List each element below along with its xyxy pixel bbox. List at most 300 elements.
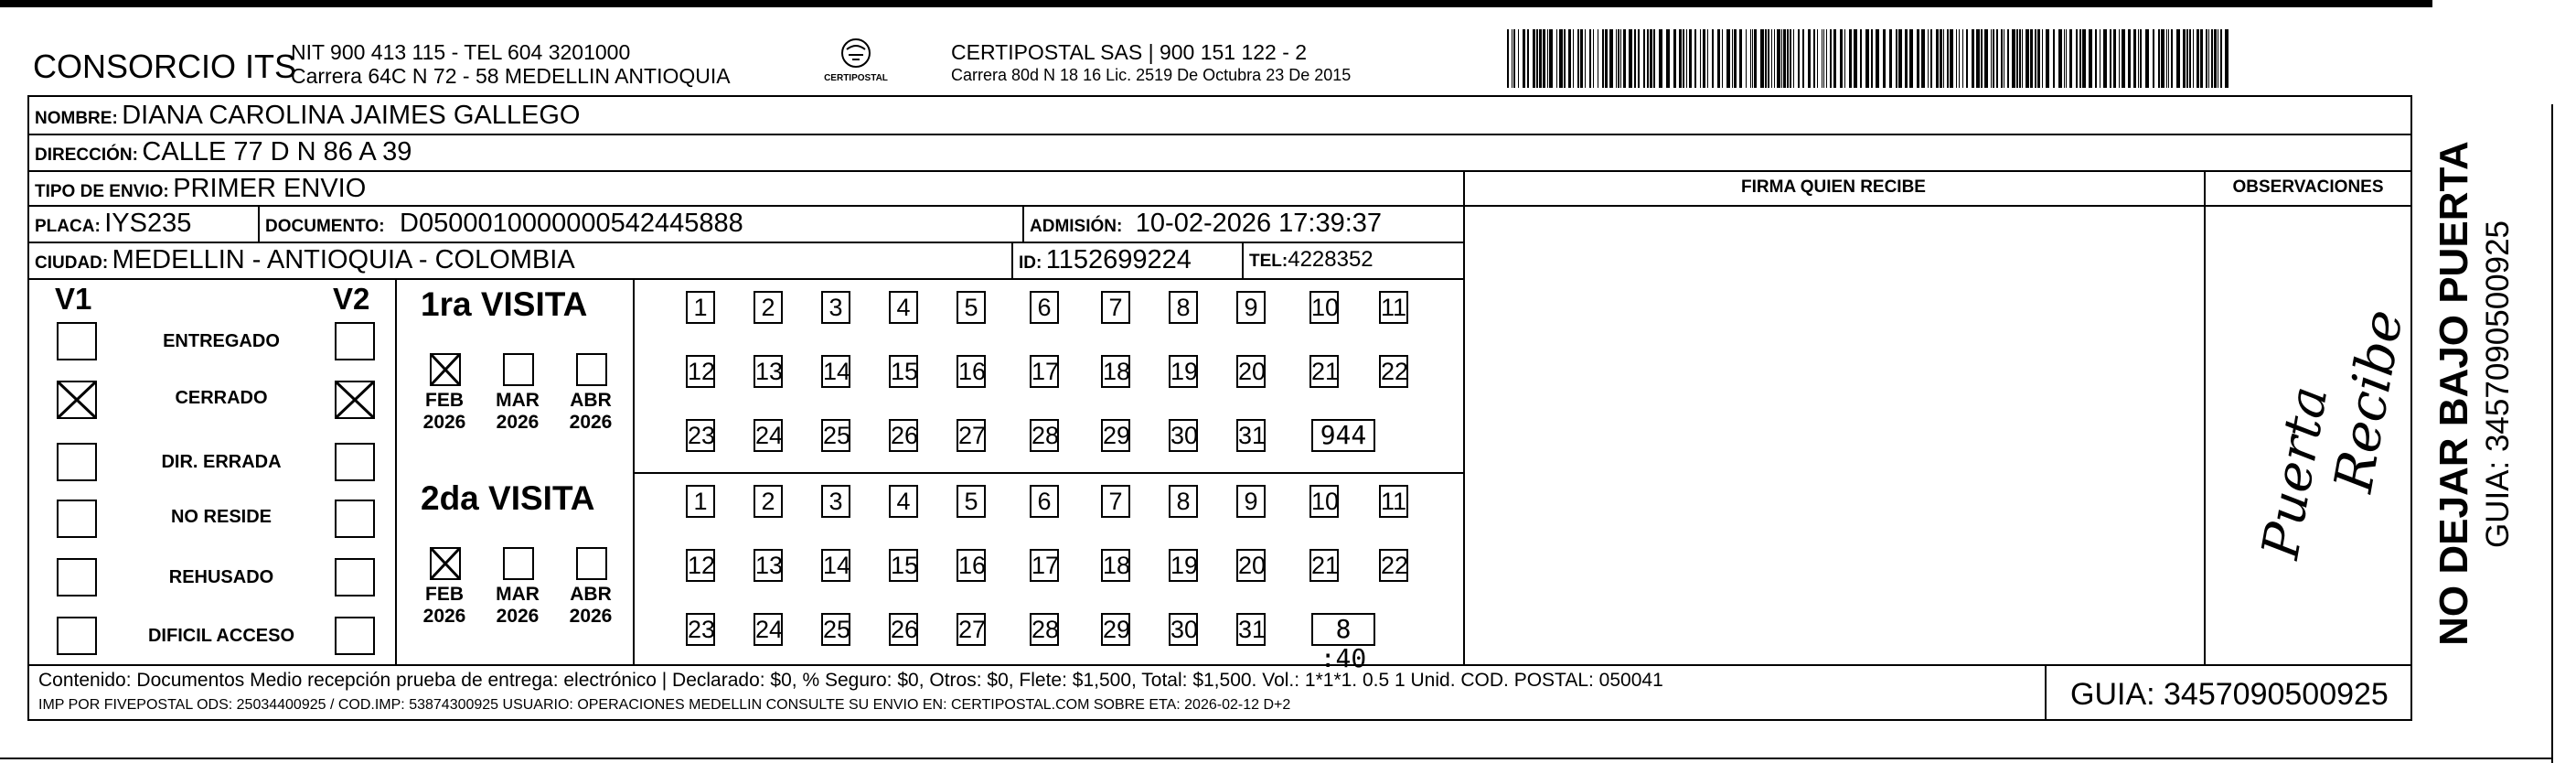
barcode-bar [1507,29,1509,88]
barcode-bar [1808,29,1811,88]
barcode-bar [1703,29,1705,88]
barcode-bar [1683,29,1684,88]
header-company-line2: Carrera 64C N 72 - 58 MEDELLIN ANTIOQUIA [291,64,731,88]
barcode-bar [1679,29,1682,88]
handwritten-puerta: Puerta [2250,382,2340,564]
barcode-bar [1771,29,1772,88]
barcode-bar [1616,29,1617,88]
day-box[interactable]: 2 [754,485,783,518]
barcode-bar [1653,29,1655,88]
ciudad-cell [35,245,575,275]
month-name: FEB [425,584,464,605]
barcode-bar [2168,29,2169,88]
day-box[interactable]: 29 [1101,613,1130,646]
month-label [492,390,543,434]
barcode-bar [2066,29,2067,88]
day-box[interactable]: 7 [1101,291,1130,324]
barcode-bar [2200,29,2203,88]
barcode-bar [1609,29,1613,88]
barcode-bar [1726,29,1730,88]
day-box[interactable]: 12 [686,355,715,388]
barcode-bar [2158,29,2160,88]
day-box[interactable]: 31 [1236,419,1266,452]
day-box[interactable]: 4 [889,291,918,324]
day-box[interactable]: 22 [1379,355,1408,388]
barcode-bar [1950,29,1953,88]
month-checkbox[interactable] [503,547,534,580]
barcode-bar [1777,29,1780,88]
certipostal-logo [824,33,888,88]
barcode-bar [2012,29,2015,88]
footer-line2: IMP POR FIVEPOSTAL ODS: 25034400925 / COD.IMP: 53874300925 USUARIO: OPERACIONES MEDELLIN CONSULTE SU ENVIO EN: CERTIPOSTAL.COM SOBRE ETA: 2026-02-12 D+2 [38,697,1291,713]
barcode-bar [1760,29,1764,88]
barcode-bar [1996,29,1998,88]
barcode-bar [2225,29,2229,88]
header-certi-line2: Carrera 80d N 18 16 Lic. 2519 De Octubra 23 De 2015 [951,66,1352,84]
barcode-bar [1547,29,1548,88]
barcode-bar [2197,29,2199,88]
month-name: MAR [496,390,540,411]
barcode-bar [1849,29,1852,88]
day-box[interactable]: 2 [754,291,783,324]
barcode-bar [1659,29,1662,88]
barcode-bar [2189,29,2191,88]
barcode-bar [2082,29,2086,88]
barcode-bar [2103,29,2107,88]
barcode-bar [1518,29,1519,88]
barcode-bar [2183,29,2186,88]
barcode-bar [1638,29,1640,88]
barcode-bar [1833,29,1836,88]
day-box[interactable]: 16 [957,355,986,388]
tipo-envio-label: TIPO DE ENVIO: [35,182,169,201]
barcode-bar [1673,29,1676,88]
day-box[interactable]: 10 [1309,291,1339,324]
day-box[interactable]: 3 [821,291,850,324]
status-option-label: CERRADO [175,388,268,408]
barcode-bar [2122,29,2125,88]
tipo-envio-value: PRIMER ENVIO [173,174,367,203]
barcode-bar [1909,29,1913,88]
barcode-bar [1618,29,1619,88]
barcode-bar [1993,29,1994,88]
barcode-bar [2058,29,2062,88]
day-box[interactable]: 24 [754,613,783,646]
admision-cell [1030,209,1382,239]
day-box[interactable]: 17 [1030,355,1059,388]
footer-line1: Contenido: Documentos Medio recepción prueba de entrega: electrónico | Declarado: $0, % Seguro: $0, Otros: $0, Flete: $1,500, Total: $1,500. Vol.: 1*1*1. 0.5 1 Unid. COD. POSTAL: 050041 [38,670,1663,691]
day-box[interactable]: 20 [1236,355,1266,388]
barcode-bar [1629,29,1632,88]
v1-checkbox[interactable] [57,322,97,360]
side-guia: GUIA: 3457090500925 [2480,220,2516,549]
barcode-bar [2161,29,2164,88]
barcode-bar [1959,29,1960,88]
month-year: 2026 [569,412,613,433]
day-box[interactable]: 16 [957,549,986,582]
barcode-bar [1689,29,1692,88]
barcode-bar [1844,29,1845,88]
footer-guia: GUIA: 3457090500925 [2070,677,2389,712]
day-box[interactable]: 29 [1101,419,1130,452]
barcode [1507,29,2229,88]
barcode-bar [1707,29,1708,88]
barcode-bar [2113,29,2116,88]
barcode-bar [1793,29,1794,88]
month-checkbox[interactable] [503,353,534,386]
barcode-bar [1871,29,1873,88]
day-box[interactable]: 19 [1169,355,1198,388]
barcode-bar [2145,29,2149,88]
day-box[interactable]: 6 [1030,485,1059,518]
barcode-bar [1712,29,1714,88]
barcode-bar [1573,29,1574,88]
barcode-bar [1917,29,1919,88]
day-box[interactable]: 31 [1236,613,1266,646]
barcode-bar [1896,29,1897,88]
barcode-bar [2214,29,2217,88]
barcode-bar [1956,29,1957,88]
barcode-bar [1700,29,1701,88]
day-box[interactable]: 9 [1236,291,1266,324]
month-checkbox[interactable] [576,353,607,386]
status-option-label: REHUSADO [168,567,274,587]
direccion-value: CALLE 77 D N 86 A 39 [142,137,412,167]
nombre-value: DIANA CAROLINA JAIMES GALLEGO [122,101,581,130]
barcode-bar [2206,29,2207,88]
day-box[interactable]: 27 [957,419,986,452]
status-option-label: ENTREGADO [163,331,280,351]
nombre-label: NOMBRE: [35,109,118,128]
month-name: MAR [496,584,540,605]
barcode-bar [1602,29,1604,88]
day-box[interactable]: 25 [821,419,850,452]
day-box[interactable]: 22 [1379,549,1408,582]
day-box[interactable]: 5 [957,485,986,518]
barcode-bar [2001,29,2003,88]
barcode-bar [1556,29,1557,88]
barcode-bar [1643,29,1645,88]
direccion-row [35,137,412,167]
barcode-bar [1889,29,1892,88]
barcode-bar [2211,29,2213,88]
day-box[interactable]: 12 [686,549,715,582]
month-label [419,584,470,628]
barcode-bar [1905,29,1908,88]
barcode-bar [1739,29,1742,88]
barcode-bar [1752,29,1753,88]
month-year: 2026 [422,412,466,433]
v1-checkbox[interactable] [57,443,97,481]
day-box[interactable]: 28 [1030,419,1059,452]
day-box[interactable]: 15 [889,549,918,582]
barcode-bar [1647,29,1649,88]
barcode-bar [1981,29,1983,88]
barcode-bar [1783,29,1786,88]
barcode-bar [1568,29,1571,88]
documento-value: D0500010000000542445888 [400,209,743,238]
day-box[interactable]: 14 [821,355,850,388]
status-option-label: NO RESIDE [170,507,273,527]
barcode-bar [2089,29,2092,88]
barcode-bar [1513,29,1515,88]
barcode-bar [1787,29,1789,88]
barcode-bar [2128,29,2131,88]
day-box[interactable]: 9 [1236,485,1266,518]
v2-checkbox[interactable] [335,500,375,538]
barcode-bar [1768,29,1769,88]
id-value: 1152699224 [1045,245,1192,274]
barcode-bar [1623,29,1626,88]
day-box[interactable]: 27 [957,613,986,646]
day-box[interactable]: 13 [754,549,783,582]
barcode-bar [2079,29,2081,88]
status-option-label: DIFICIL ACCESO [147,626,294,646]
barcode-bar [1976,29,1980,88]
month-checkbox[interactable] [576,547,607,580]
tipo-envio-row [35,174,366,204]
month-year: 2026 [569,606,613,627]
handwritten-box: 944 [1311,419,1375,452]
barcode-bar [1898,29,1902,88]
day-box[interactable]: 19 [1169,549,1198,582]
barcode-bar [1634,29,1636,88]
barcode-bar [1962,29,1963,88]
v1-checkbox[interactable] [57,500,97,538]
barcode-bar [1921,29,1925,88]
barcode-bar [1559,29,1563,88]
barcode-bar [1940,29,1942,88]
header-company: CONSORCIO ITS [33,48,297,85]
barcode-bar [2133,29,2136,88]
nombre-row [35,101,580,131]
month-label [492,584,543,628]
month-year: 2026 [496,412,540,433]
barcode-bar [2193,29,2194,88]
barcode-bar [1790,29,1791,88]
tel-label: TEL: [1249,252,1288,271]
handwritten-recibe: Recibe [2322,305,2415,497]
barcode-bar [2030,29,2033,88]
barcode-bar [1549,29,1553,88]
barcode-bar [1589,29,1591,88]
day-box[interactable]: 8 [1169,291,1198,324]
barcode-bar [1802,29,1804,88]
barcode-bar [1593,29,1594,88]
barcode-bar [1830,29,1832,88]
top-border-bar [0,0,2432,7]
day-box[interactable]: 4 [889,485,918,518]
month-label [565,584,616,628]
v1-checkbox[interactable] [57,381,97,419]
barcode-bar [1605,29,1608,88]
day-box[interactable]: 13 [754,355,783,388]
barcode-bar [1734,29,1737,88]
barcode-bar [2176,29,2180,88]
check-mark-icon [430,547,461,580]
id-label: ID: [1019,253,1042,273]
day-box[interactable]: 10 [1309,485,1339,518]
barcode-bar [1930,29,1932,88]
barcode-bar [1972,29,1974,88]
tel-cell [1249,247,1374,273]
barcode-bar [1577,29,1579,88]
barcode-bar [2171,29,2173,88]
check-mark-icon [335,381,375,419]
barcode-bar [2076,29,2078,88]
barcode-bar [2166,29,2167,88]
placa-value: IYS235 [104,209,192,238]
v2-checkbox[interactable] [335,558,375,596]
month-checkbox[interactable] [430,353,461,386]
month-year: 2026 [496,606,540,627]
barcode-bar [1686,29,1687,88]
day-box[interactable]: 6 [1030,291,1059,324]
direccion-label: DIRECCIÓN: [35,145,138,165]
day-box[interactable]: 23 [686,419,715,452]
check-mark-icon [430,353,461,386]
v2-checkbox[interactable] [335,322,375,360]
barcode-bar [2007,29,2009,88]
day-box[interactable]: 14 [821,549,850,582]
barcode-bar [1774,29,1775,88]
barcode-bar [2110,29,2111,88]
page-edge-right [2551,104,2553,763]
day-box[interactable]: 5 [957,291,986,324]
month-checkbox[interactable] [430,547,461,580]
day-box[interactable]: 7 [1101,485,1130,518]
documento-cell [265,209,743,239]
barcode-bar [2140,29,2142,88]
barcode-bar [2026,29,2029,88]
barcode-bar [2153,29,2154,88]
id-cell [1019,245,1192,275]
barcode-bar [2220,29,2222,88]
month-name: FEB [425,390,464,411]
day-box[interactable]: 28 [1030,613,1059,646]
placa-label: PLACA: [35,217,101,236]
barcode-bar [1991,29,1992,88]
barcode-bar [1533,29,1535,88]
placa-cell [35,209,191,239]
barcode-bar [1817,29,1818,88]
barcode-bar [1765,29,1767,88]
header-certi-line1: CERTIPOSTAL SAS | 900 151 122 - 2 [951,40,1308,64]
v2-header: V2 [333,282,370,316]
day-box[interactable]: 30 [1169,613,1198,646]
day-box[interactable]: 23 [686,613,715,646]
v1-checkbox[interactable] [57,558,97,596]
v2-checkbox[interactable] [335,381,375,419]
barcode-bar [2035,29,2036,88]
page-edge-bottom [0,758,2553,759]
barcode-bar [1943,29,1944,88]
month-name: ABR [570,390,612,411]
ciudad-value: MEDELLIN - ANTIOQUIA - COLOMBIA [112,245,575,274]
admision-value: 10-02-2026 17:39:37 [1135,209,1383,238]
month-name: ABR [570,584,612,605]
day-box[interactable]: 26 [889,419,918,452]
v1-checkbox[interactable] [57,617,97,655]
day-box[interactable]: 11 [1379,291,1408,324]
day-box[interactable]: 3 [821,485,850,518]
day-box[interactable]: 18 [1101,355,1130,388]
barcode-bar [1947,29,1949,88]
barcode-bar [2022,29,2023,88]
barcode-bar [2119,29,2120,88]
barcode-bar [1722,29,1723,88]
day-box[interactable]: 26 [889,613,918,646]
barcode-bar [1840,29,1843,88]
barcode-bar [1536,29,1538,88]
barcode-bar [2046,29,2049,88]
header-company-line1: NIT 900 413 115 - TEL 604 3201000 [291,40,631,64]
day-box[interactable]: 20 [1236,549,1266,582]
barcode-bar [2095,29,2097,88]
day-box[interactable]: 30 [1169,419,1198,452]
barcode-bar [1984,29,1988,88]
day-box[interactable]: 11 [1379,485,1408,518]
barcode-bar [1750,29,1751,88]
v2-checkbox[interactable] [335,617,375,655]
logo-caption: CERTIPOSTAL [824,73,888,83]
tel-value: 4228352 [1288,247,1374,272]
day-box[interactable]: 1 [686,485,715,518]
barcode-bar [1666,29,1670,88]
barcode-bar [1883,29,1886,88]
barcode-bar [1826,29,1827,88]
day-box[interactable]: 8 [1169,485,1198,518]
barcode-bar [1732,29,1733,88]
documento-label: DOCUMENTO: [265,217,385,236]
barcode-bar [2064,29,2065,88]
v2-checkbox[interactable] [335,443,375,481]
barcode-bar [1650,29,1652,88]
day-box[interactable]: 15 [889,355,918,388]
handwritten-box: 8 :40 [1311,613,1375,646]
barcode-bar [1580,29,1583,88]
barcode-bar [1694,29,1696,88]
day-box[interactable]: 18 [1101,549,1130,582]
barcode-bar [2042,29,2043,88]
barcode-bar [1928,29,1929,88]
day-box[interactable]: 21 [1309,355,1339,388]
barcode-bar [1585,29,1586,88]
barcode-bar [1620,29,1621,88]
visit-title: 2da VISITA [421,479,595,517]
barcode-bar [1543,29,1545,88]
barcode-bar [2186,29,2188,88]
month-label [565,390,616,434]
v1-header: V1 [55,282,92,316]
barcode-bar [1717,29,1720,88]
barcode-bar [1876,29,1879,88]
side-no-dejar: NO DEJAR BAJO PUERTA [2432,141,2476,646]
day-box[interactable]: 21 [1309,549,1339,582]
day-box[interactable]: 17 [1030,549,1059,582]
barcode-bar [1527,29,1529,88]
barcode-bar [1966,29,1968,88]
day-box[interactable]: 1 [686,291,715,324]
barcode-bar [1813,29,1815,88]
barcode-bar [1854,29,1857,88]
barcode-bar [1523,29,1525,88]
day-box[interactable]: 24 [754,419,783,452]
day-box[interactable]: 25 [821,613,850,646]
observaciones-header: OBSERVACIONES [2232,177,2384,197]
check-mark-icon [57,381,97,419]
month-label [419,390,470,434]
